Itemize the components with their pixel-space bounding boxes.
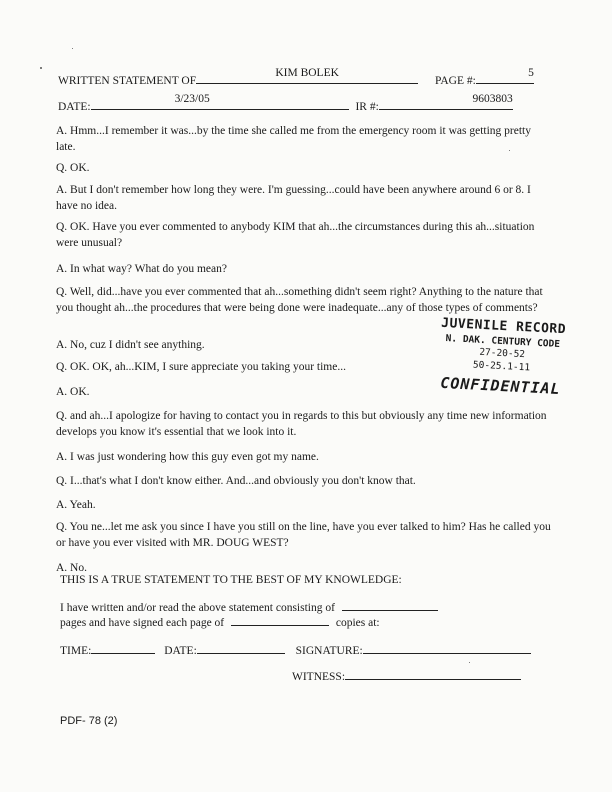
transcript-line: Q. You ne...let me ask you since I have you still on the line, have you ever talked to him? Has he called you or have you ever visited with MR. DOUG WEST? — [56, 521, 551, 549]
true-statement: THIS IS A TRUE STATEMENT TO THE BEST OF MY KNOWLEDGE: — [60, 574, 402, 586]
date-value: 3/23/05 — [174, 93, 210, 106]
signature-field[interactable] — [363, 642, 531, 654]
transcript-line: A. Yeah. — [56, 499, 96, 511]
copies-count-field[interactable] — [231, 614, 329, 626]
form-id: PDF- 78 (2) — [60, 715, 118, 727]
transcript-line: A. But I don't remember how long they were. I'm guessing...could have been anywhere around 6 or 8. I have no idea. — [56, 184, 531, 212]
transcript-line: Q. OK. — [56, 162, 90, 174]
statement-of-value: KIM BOLEK — [275, 67, 339, 80]
header-date-row — [58, 93, 513, 116]
ir-value: 9603803 — [472, 93, 513, 106]
page-field — [476, 67, 534, 84]
transcript-line: Q. I...that's what I don't know either. And...and obviously you don't know that. — [56, 475, 416, 487]
footer-date-field[interactable] — [197, 642, 285, 654]
page-label: PAGE #: — [435, 75, 476, 87]
stamp-line: CONFIDENTIAL — [439, 373, 562, 399]
transcript-line: Q. Well, did...have you ever commented that ah...something didn't seem right? Anything to the nature that you thought ah...the procedures that were being done were inadequate...any of those types of comments? — [56, 286, 543, 314]
stamp-line: N. DAK. CENTURY CODE — [445, 332, 561, 350]
witness-row — [292, 668, 521, 686]
date-field — [91, 93, 349, 110]
scan-speck — [72, 48, 73, 49]
written-read-text: copies at: — [335, 617, 380, 629]
transcript-line: A. In what way? What do you mean? — [56, 263, 227, 275]
ir-label: IR #: — [355, 101, 379, 113]
witness-label: WITNESS: — [292, 671, 346, 683]
transcript-line: A. Hmm...I remember it was...by the time she called me from the emergency room it was getting pretty late. — [56, 125, 531, 153]
transcript-line: Q. and ah...I apologize for having to contact you in regards to this but obviously any time new information develops you know it's essential that we look into it. — [56, 410, 547, 438]
statement-of-field — [196, 67, 418, 84]
transcript-line: A. No, cuz I didn't see anything. — [56, 339, 205, 351]
stamp-line: JUVENILE RECORD — [440, 315, 567, 338]
confidential-stamp — [420, 314, 584, 401]
transcript-line: A. No. — [56, 562, 87, 574]
ir-field — [379, 93, 513, 110]
stamp-line: 50-25.1-11 — [472, 359, 531, 374]
page-value: 5 — [528, 67, 534, 80]
header-statement-row — [58, 67, 534, 90]
stamp-line: 27-20-52 — [479, 347, 526, 361]
time-label: TIME: — [60, 645, 92, 657]
transcript-line: Q. OK. OK, ah...KIM, I sure appreciate you taking your time... — [56, 361, 346, 373]
written-read-text: I have written and/or read the above statement consisting of — [60, 602, 335, 614]
written-read-row-2 — [60, 614, 380, 632]
scan-speck — [40, 67, 42, 69]
scan-speck — [469, 662, 470, 663]
witness-field[interactable] — [345, 668, 521, 680]
transcript-line: A. OK. — [56, 386, 90, 398]
statement-of-label: WRITTEN STATEMENT OF — [58, 75, 197, 87]
time-field[interactable] — [91, 642, 155, 654]
transcript-line: A. I was just wondering how this guy even got my name. — [56, 451, 319, 463]
signature-row — [60, 642, 531, 660]
date-label: DATE: — [58, 101, 91, 113]
transcript-line: Q. OK. Have you ever commented to anybody KIM that ah...the circumstances during this ah...situation were unusual? — [56, 221, 535, 249]
written-read-text: pages and have signed each page of — [60, 617, 225, 629]
signature-label: SIGNATURE: — [295, 645, 363, 657]
pages-count-field[interactable] — [342, 599, 438, 611]
footer-date-label: DATE: — [164, 645, 197, 657]
